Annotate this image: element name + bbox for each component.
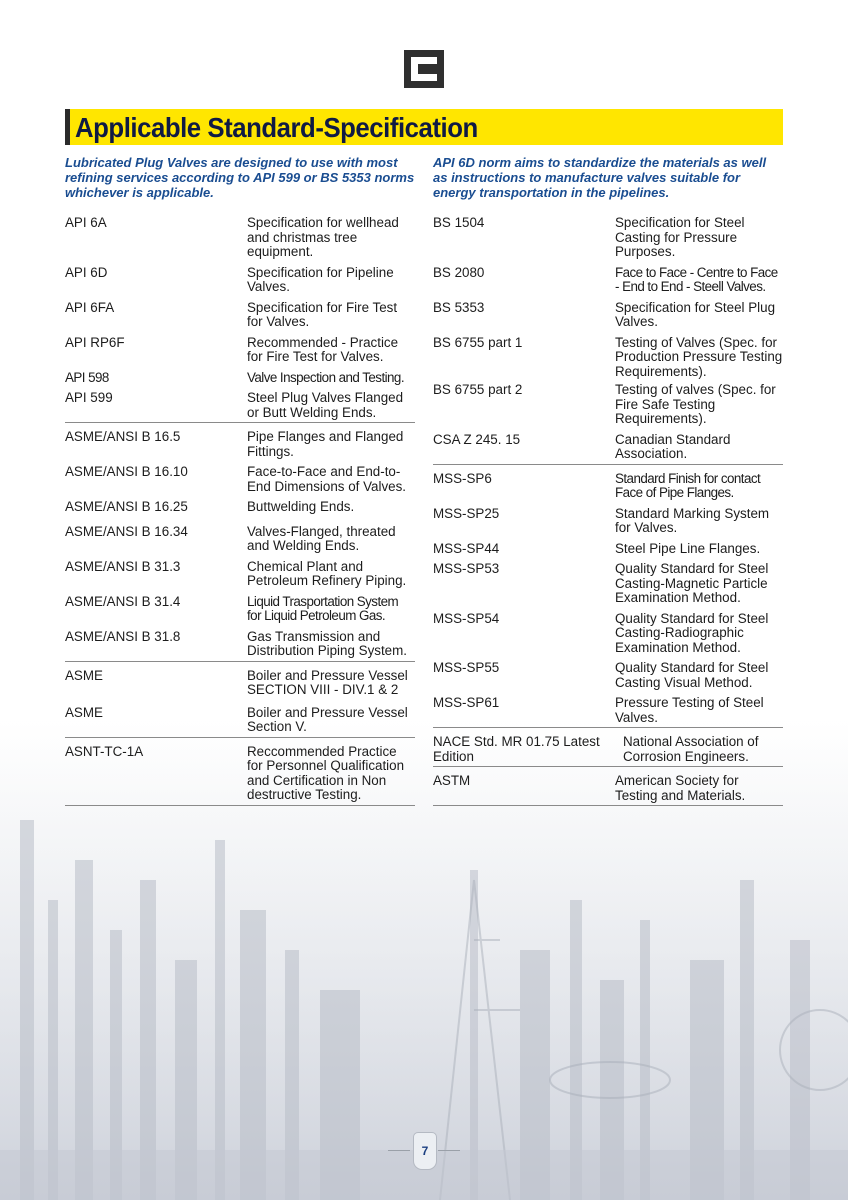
standard-row xyxy=(65,669,415,698)
standard-code: MSS-SP6 xyxy=(433,470,492,486)
standard-description: Pipe Flanges and Flanged Fittings. xyxy=(247,429,404,459)
standard-row xyxy=(433,472,783,501)
standard-description: Boiler and Pressure Vessel Section V. xyxy=(247,704,408,734)
standard-description: Reccommended Practice for Personnel Qualification and Certification in Non destructive Testing. xyxy=(247,743,405,802)
standard-description: Standard Finish for contact Face of Pipe Flanges. xyxy=(615,470,761,500)
standard-code: MSS-SP61 xyxy=(433,695,500,710)
standard-code: BS 2080 xyxy=(433,264,485,280)
standard-description: Gas Transmission and Distribution Piping System. xyxy=(247,628,408,658)
standard-row xyxy=(65,371,415,386)
standard-code: ASME/ANSI B 31.4 xyxy=(65,593,181,609)
standard-row xyxy=(65,216,415,260)
standard-row xyxy=(433,266,783,295)
standard-row xyxy=(433,774,783,803)
standard-description: Standard Marking System for Valves. xyxy=(615,505,770,535)
standard-code: ASNT-TC-1A xyxy=(65,743,144,759)
standard-description: Valves-Flanged, threated and Welding Ends. xyxy=(247,523,396,553)
standard-description: Face to Face - Centre to Face - End to End - Steell Valves. xyxy=(615,264,778,294)
standard-row xyxy=(65,430,415,459)
standard-row xyxy=(65,560,415,589)
standard-description: Steel Plug Valves Flanged or Butt Welding Ends. xyxy=(247,390,404,420)
standard-code: ASME/ANSI B 16.34 xyxy=(65,523,188,539)
standards-table-right xyxy=(433,216,783,803)
standard-code: ASME/ANSI B 16.10 xyxy=(65,464,188,479)
standard-code: API RP6F xyxy=(65,334,125,350)
standard-description: Face-to-Face and End-to-End Dimensions of Valves. xyxy=(247,464,407,494)
standard-code: API 599 xyxy=(65,390,113,405)
standard-code: BS 6755 part 1 xyxy=(433,334,523,350)
standard-code: ASTM xyxy=(433,773,471,788)
standard-row xyxy=(433,433,783,462)
title-bar-edge xyxy=(65,109,70,145)
standard-code: CSA Z 245. 15 xyxy=(433,431,521,447)
standard-description: Testing of Valves (Spec. for Production Pressure Testing Requirements). xyxy=(615,334,783,379)
standard-code: MSS-SP54 xyxy=(433,610,500,626)
page-number: 7 xyxy=(413,1132,437,1170)
standard-code: API 598 xyxy=(65,369,109,385)
standard-description: Quality Standard for Steel Casting Visual Method. xyxy=(615,660,769,690)
standard-description: Specification for Steel Plug Valves. xyxy=(615,299,776,329)
standard-row xyxy=(65,525,415,554)
standard-row xyxy=(65,301,415,330)
standards-table-left xyxy=(65,216,415,803)
standard-description: Pressure Testing of Steel Valves. xyxy=(615,695,764,725)
standard-code: MSS-SP44 xyxy=(433,540,500,556)
standard-row xyxy=(65,336,415,365)
standard-code: BS 6755 part 2 xyxy=(433,382,523,397)
intro-right: API 6D norm aims to standardize the materials as well as instructions to manufacture valves suitable for energy transportation in the pipelines. xyxy=(433,155,767,200)
standard-row xyxy=(433,301,783,330)
standard-code: API 6FA xyxy=(65,299,115,315)
standard-description: Specification for Steel Casting for Pressure Purposes. xyxy=(615,215,745,259)
standard-code: MSS-SP25 xyxy=(433,505,500,521)
standard-row xyxy=(433,612,783,656)
standard-description: Chemical Plant and Petroleum Refinery Piping. xyxy=(247,558,407,588)
standard-code: BS 1504 xyxy=(433,215,485,230)
standard-row xyxy=(433,735,783,764)
standard-code: ASME/ANSI B 31.8 xyxy=(65,628,181,644)
standard-row xyxy=(65,595,415,624)
standard-code: ASME xyxy=(65,667,103,683)
standard-description: Recommended - Practice for Fire Test for Valves. xyxy=(247,334,399,364)
standard-description: Valve Inspection and Testing. xyxy=(247,369,405,385)
divider xyxy=(438,1150,460,1151)
standard-row xyxy=(65,266,415,295)
title-bar xyxy=(65,109,783,145)
standard-description: Boiler and Pressure Vessel SECTION VIII - DIV.1 & 2 xyxy=(247,667,408,697)
standard-row xyxy=(65,465,415,494)
standard-code: ASME xyxy=(65,704,103,720)
standard-code: API 6D xyxy=(65,264,108,280)
standard-code: MSS-SP53 xyxy=(433,561,500,576)
standard-row xyxy=(433,562,783,606)
standard-description: Buttwelding Ends. xyxy=(247,499,355,514)
standard-row xyxy=(433,696,783,725)
standard-row xyxy=(65,500,415,515)
standard-row xyxy=(433,507,783,536)
standard-row xyxy=(65,391,415,420)
standard-description: Steel Pipe Line Flanges. xyxy=(615,540,761,556)
company-logo-icon xyxy=(404,50,444,88)
standard-description: Testing of valves (Spec. for Fire Safe Testing Requirements). xyxy=(615,382,776,426)
standard-description: American Society for Testing and Materials. xyxy=(615,773,746,803)
standard-description: Specification for wellhead and christmas tree equipment. xyxy=(247,215,399,259)
page-number-badge xyxy=(388,1126,460,1176)
standard-row xyxy=(433,383,783,427)
standard-code: ASME/ANSI B 16.5 xyxy=(65,429,181,444)
standard-description: Quality Standard for Steel Casting-Radiographic Examination Method. xyxy=(615,610,769,655)
standard-code: API 6A xyxy=(65,215,107,230)
standard-description: Canadian Standard Association. xyxy=(615,431,731,461)
standard-code: MSS-SP55 xyxy=(433,660,500,675)
standard-description: National Association of Corrosion Engineers. xyxy=(623,734,759,764)
standard-row xyxy=(433,216,783,260)
standard-description: Specification for Pipeline Valves. xyxy=(247,264,394,294)
divider xyxy=(388,1150,410,1151)
intro-left: Lubricated Plug Valves are designed to use with most refining services according to API 599 or BS 5353 norms whichever is applicable. xyxy=(65,155,415,200)
standard-code: ASME/ANSI B 31.3 xyxy=(65,558,181,574)
page-title: Applicable Standard-Specification xyxy=(75,112,478,143)
standard-row xyxy=(433,542,783,557)
standard-row xyxy=(65,745,415,803)
standard-description: Quality Standard for Steel Casting-Magnetic Particle Examination Method. xyxy=(615,561,769,605)
standard-description: Specification for Fire Test for Valves. xyxy=(247,299,398,329)
standard-row xyxy=(433,336,783,380)
standard-code: BS 5353 xyxy=(433,299,485,315)
standard-code: NACE Std. MR 01.75 Latest Edition xyxy=(433,734,600,764)
standard-code: ASME/ANSI B 16.25 xyxy=(65,499,188,514)
standard-row xyxy=(65,630,415,659)
standard-row xyxy=(65,706,415,735)
standard-description: Liquid Trasportation System for Liquid Petroleum Gas. xyxy=(247,593,399,623)
standard-row xyxy=(433,661,783,690)
